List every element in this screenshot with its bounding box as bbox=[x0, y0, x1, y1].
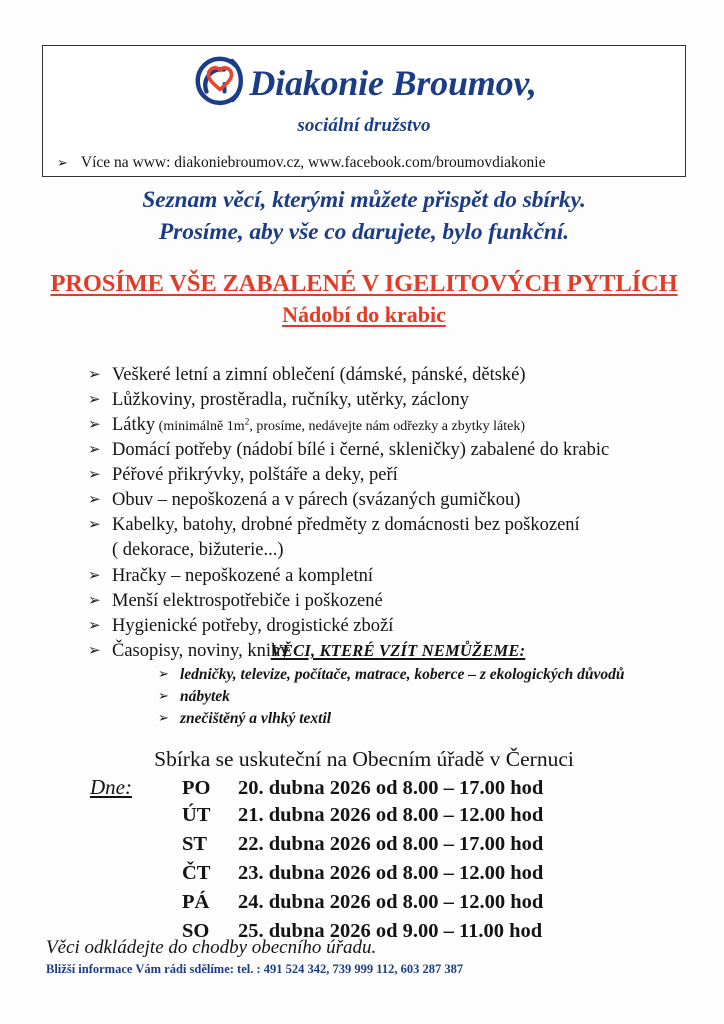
refused-item-label: nábytek bbox=[180, 688, 230, 705]
accepted-item bbox=[88, 413, 724, 438]
schedule-day-abbr: ÚT bbox=[182, 804, 211, 826]
dishes-instruction-heading bbox=[42, 302, 686, 328]
packaging-instruction-heading bbox=[42, 270, 686, 298]
refused-items-heading-text: VĚCI, KTERÉ VZÍT NEMŮŽEME: bbox=[270, 641, 526, 660]
accepted-item bbox=[88, 488, 724, 513]
schedule-row bbox=[90, 804, 690, 833]
schedule-day-abbr: ST bbox=[182, 833, 208, 855]
refused-item-label: znečištěný a vlhký textil bbox=[180, 710, 332, 727]
accepted-item-label: Domácí potřeby (nádobí bílé i černé, skleničky) zabalené do krabic bbox=[112, 440, 610, 461]
arrow-bullet-icon: ➢ bbox=[57, 155, 68, 170]
intro-line-1: Seznam věcí, kterými můžete přispět do sbírky. bbox=[142, 187, 586, 213]
arrow-bullet-icon: ➢ bbox=[158, 666, 169, 681]
schedule-day-abbr: PO bbox=[182, 777, 211, 799]
arrow-bullet-icon: ➢ bbox=[88, 492, 101, 509]
accepted-item-label: Lůžkoviny, prostěradla, ručníky, utěrky, záclony bbox=[112, 390, 470, 411]
schedule-row bbox=[90, 775, 690, 804]
collection-location-line: Sbírka se uskuteční na Obecním úřadě v Černuci bbox=[154, 747, 574, 771]
header-box bbox=[42, 45, 686, 177]
arrow-bullet-icon: ➢ bbox=[88, 642, 101, 659]
schedule-date-time: 21. dubna 2026 od 8.00 – 12.00 hod bbox=[238, 804, 544, 826]
accepted-item bbox=[88, 589, 724, 614]
schedule-row bbox=[90, 891, 690, 920]
schedule-date-time: 25. dubna 2026 od 9.00 – 11.00 hod bbox=[238, 920, 543, 942]
arrow-bullet-icon: ➢ bbox=[88, 367, 101, 383]
accepted-item-label: Hygienické potřeby, drogistické zboží bbox=[112, 615, 394, 636]
arrow-bullet-icon: ➢ bbox=[88, 417, 101, 434]
schedule-day-abbr: ČT bbox=[182, 862, 211, 884]
schedule-date-time: 20. dubna 2026 od 8.00 – 17.00 hod bbox=[238, 777, 544, 799]
accepted-item bbox=[88, 363, 724, 388]
accepted-items-list bbox=[48, 363, 724, 664]
diakonie-heart-swirl-logo-icon bbox=[191, 53, 251, 111]
schedule-day-abbr: PÁ bbox=[182, 891, 210, 913]
accepted-item-label: Časopisy, noviny, knihy bbox=[112, 640, 290, 661]
website-text[interactable]: Více na www: diakoniebroumov.cz, www.facebook.com/broumovdiakonie bbox=[80, 154, 546, 171]
refused-items-block bbox=[118, 641, 678, 746]
accepted-item-continuation: ( dekorace, bižuterie...) bbox=[112, 540, 284, 561]
accepted-item-label: Kabelky, batohy, drobné předměty z domácnosti bez poškození bbox=[112, 515, 580, 536]
accepted-item-label: Obuv – nepoškozená a v párech (svázaných gumičkou) bbox=[112, 490, 521, 511]
arrow-bullet-icon: ➢ bbox=[158, 710, 169, 725]
schedule-row bbox=[90, 862, 690, 891]
accepted-item-label: Péřové přikrývky, polštáře a deky, peří bbox=[112, 465, 398, 486]
schedule-date-time: 23. dubna 2026 od 8.00 – 12.00 hod bbox=[238, 862, 544, 884]
accepted-item bbox=[88, 388, 724, 413]
arrow-bullet-icon: ➢ bbox=[88, 517, 101, 534]
arrow-bullet-icon: ➢ bbox=[88, 592, 101, 609]
website-line bbox=[57, 154, 677, 172]
refused-item bbox=[158, 664, 678, 686]
accepted-item-note: (minimálně $1m^2$, prosíme, nedávejte nám odřezky a zbytky látek) bbox=[155, 417, 525, 435]
brand-name: Diakonie Broumov, bbox=[249, 63, 537, 103]
accepted-item-label: Menší elektrospotřebiče i poškozené bbox=[112, 590, 383, 611]
schedule-date-time: 24. dubna 2026 od 8.00 – 12.00 hod bbox=[238, 891, 544, 913]
refused-item bbox=[158, 708, 678, 730]
schedule-table bbox=[90, 775, 690, 949]
dishes-instruction-text: Nádobí do krabic bbox=[282, 302, 446, 327]
accepted-item bbox=[88, 564, 724, 589]
packaging-instruction-text: PROSÍME VŠE ZABALENÉ V IGELITOVÝCH PYTLÍCH bbox=[50, 270, 678, 297]
schedule-day-abbr: SO bbox=[182, 920, 210, 942]
accepted-item bbox=[88, 614, 724, 639]
brand-row bbox=[43, 46, 685, 111]
footer-contact: Bližší informace Vám rádi sdělíme: tel. : 491 524 342, 739 999 112, 603 287 387 bbox=[46, 962, 464, 976]
accepted-item bbox=[88, 463, 724, 488]
accepted-item bbox=[88, 513, 724, 563]
arrow-bullet-icon: ➢ bbox=[88, 442, 101, 459]
footer-note: Věci odkládejte do chodby obecního úřadu. bbox=[46, 937, 377, 958]
arrow-bullet-icon: ➢ bbox=[88, 392, 101, 409]
refused-item bbox=[158, 686, 678, 708]
intro-heading bbox=[42, 184, 686, 248]
accepted-item-label: Veškeré letní a zimní oblečení (dámské, pánské, dětské) bbox=[112, 365, 526, 385]
accepted-item-label: Látky (minimálně $1m^2$, prosíme, nedávejte nám odřezky a zbytky látek) bbox=[112, 415, 525, 436]
accepted-item bbox=[88, 438, 724, 463]
schedule-date-label bbox=[90, 775, 182, 800]
refused-item-label: ledničky, televize, počítače, matrace, koberce – z ekologických důvodů bbox=[180, 666, 625, 683]
refused-items-list bbox=[118, 664, 678, 730]
intro-line-2: Prosíme, aby vše co darujete, bylo funkční. bbox=[158, 219, 570, 246]
brand-subtitle: sociální družstvo bbox=[297, 115, 431, 136]
arrow-bullet-icon: ➢ bbox=[88, 467, 101, 484]
arrow-bullet-icon: ➢ bbox=[88, 617, 101, 634]
schedule-row bbox=[90, 833, 690, 862]
arrow-bullet-icon: ➢ bbox=[88, 567, 101, 584]
refused-items-heading bbox=[118, 641, 678, 661]
schedule-date-time: 22. dubna 2026 od 8.00 – 17.00 hod bbox=[238, 833, 544, 855]
arrow-bullet-icon: ➢ bbox=[158, 688, 169, 703]
accepted-item-label: Hračky – nepoškozené a kompletní bbox=[112, 565, 373, 586]
schedule-date-label-text: Dne: bbox=[90, 775, 132, 799]
